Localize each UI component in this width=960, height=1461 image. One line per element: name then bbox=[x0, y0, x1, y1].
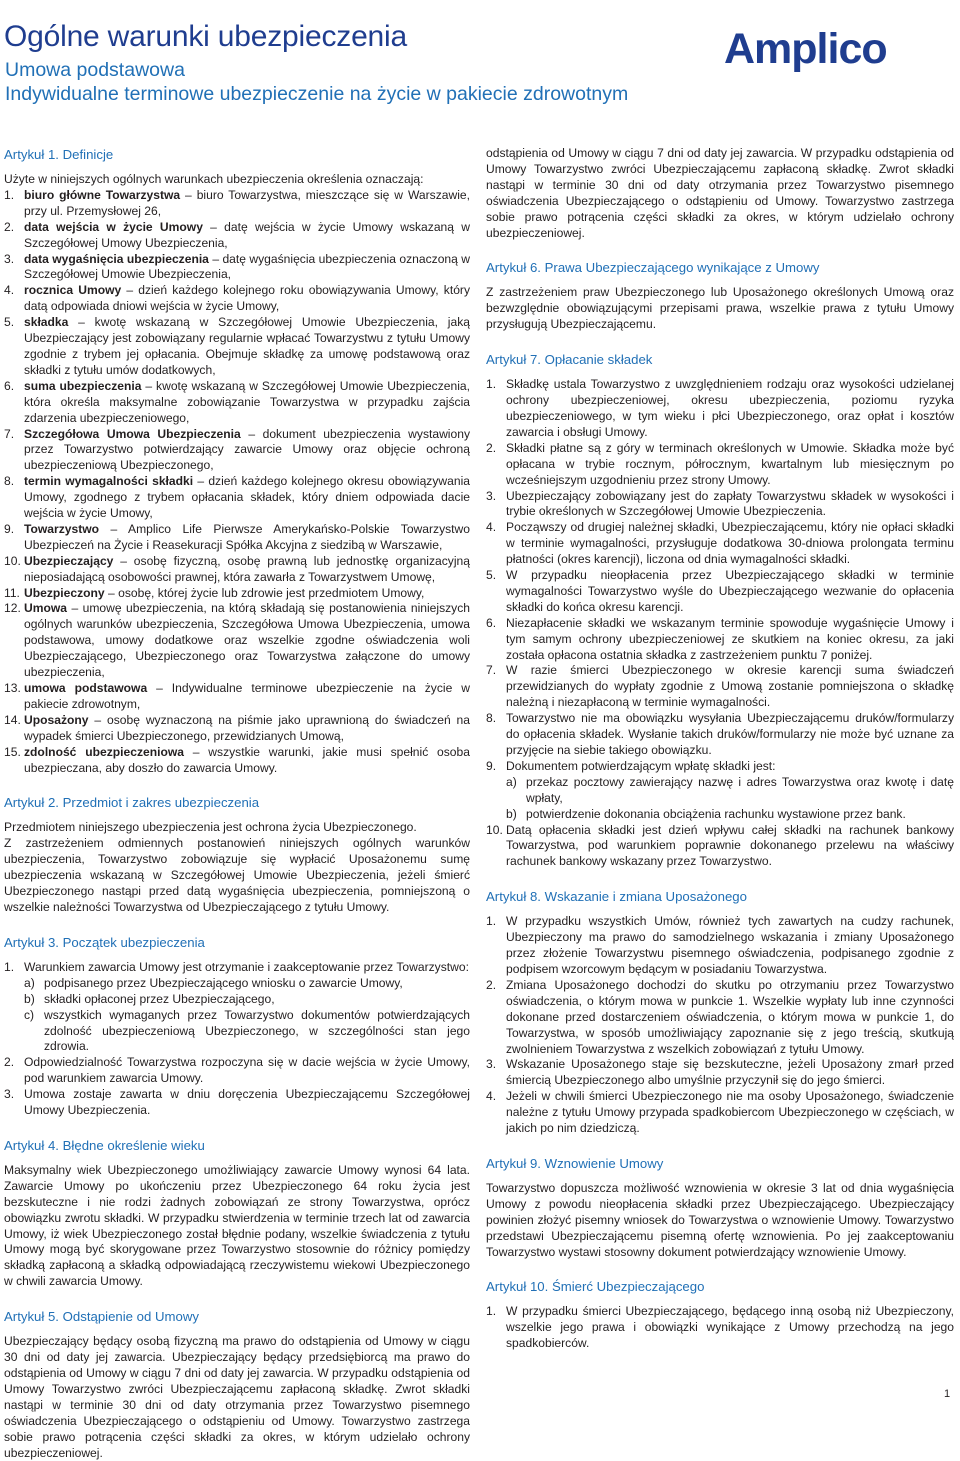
definition-text: suma ubezpieczenia – kwotę wskazaną w Szczegółowej Umowie Ubezpieczenia, która określa maksymalne zobowiązanie Towarzystwa w przypadku zajścia zdarzenia ubezpieczeniowego, bbox=[24, 378, 470, 425]
definition-text: Ubezpieczający – osobę fizyczną, osobę prawną lub jednostkę organizacyjną nieposiadającą osobowości prawnej, która zawarła z Towarzystwem Umowę, bbox=[24, 553, 470, 584]
list-item: 4. Począwszy od drugiej należnej składki, Ubezpieczającemu, który nie opłaci składki w terminie wymagalności, przysługuje dodatkowa 30-dniowa prolongata terminu płatności (okres karencji), liczona od dnia wymagalności składki. bbox=[486, 520, 954, 567]
definition-item bbox=[4, 713, 470, 745]
list-item: 6. Niezapłacenie składki we wskazanym terminie spowoduje wygaśnięcie Umowy i tym samym ochrony ubezpieczeniowej ze skutkiem na koniec okresu, za jaki została opłacona ostatnia składka z zastrzeżeniem punktu 7 poniżej. bbox=[486, 615, 954, 662]
definition-term: Towarzystwo bbox=[24, 521, 100, 536]
definition-term: rocznica Umowy bbox=[24, 283, 122, 298]
definition-item bbox=[4, 427, 470, 475]
definition-text: zdolność ubezpieczeniowa – wszystkie warunki, jakie musi spełnić osoba ubezpieczana, aby doszło do zawarcia Umowy. bbox=[24, 744, 470, 775]
definition-number: 14. bbox=[4, 712, 21, 727]
list-item: 5. W przypadku nieopłacenia przez Ubezpieczającego składki w terminie wymagalności Towarzystwo wyśle do Ubezpieczającego wezwanie do opłacenia składki do końca okresu karencji. bbox=[486, 568, 954, 614]
list-item: 2. Zmiana Uposażonego dochodzi do skutku po otrzymaniu przez Towarzystwo oświadczenia, o którym mowa w punkcie 1. Wszelkie wypłaty lub inne czynności dokonane przed dostarczeniem oświadczenia, o którym mowa w punkcie 1, do Towarzystwa, w sposób umożliwiający zapoznanie się z jego treścią, skutkują zwolnieniem Towarzystwa z wszelkich zobowiązań z tytułu Umowy. bbox=[486, 977, 954, 1056]
article-4-heading: Artykuł 4. Błędne określenie wieku bbox=[4, 1137, 205, 1153]
left-column bbox=[4, 146, 470, 1460]
definition-number: 5. bbox=[4, 315, 15, 330]
list-item: 3. Wskazanie Uposażonego staje się bezskuteczne, jeżeli Uposażony zmarł przed śmiercią Ubezpieczonego albo umyślnie przyczynił się do jego śmierci. bbox=[486, 1057, 954, 1088]
definition-number: 2. bbox=[4, 219, 15, 234]
document-product-name: Indywidualne terminowe ubezpieczenie na życie w pakiecie zdrowotnym bbox=[5, 83, 629, 105]
definition-text: Uposażony – osobę wyznaczoną na piśmie jako uprawnioną do świadczeń na wypadek śmierci Ubezpieczonego, przewidzianych Umową, bbox=[24, 712, 470, 743]
definition-term: Ubezpieczony bbox=[24, 585, 105, 600]
list-item: a) przekaz pocztowy zawierający nazwę i adres Towarzystwa oraz kwotę i datę wpłaty, b) potwierdzenie dokonania obciążenia rachunku wystawione przez bank. bbox=[506, 774, 954, 821]
premium-list bbox=[486, 377, 954, 775]
definition-text: data wygaśnięcia ubezpieczenia – datę wygaśnięcia ubezpieczenia oznaczoną w Szczegółowej Umowie Ubezpieczenia, bbox=[24, 251, 470, 282]
article-9-paragraph: Towarzystwo dopuszcza możliwość wznowienia w okresie 3 lat od dnia wygaśnięcia Umowy z powodu nieopłacenia składki przez Ubezpieczającego. Ubezpieczający powinien złożyć pisemny wniosek do Towarzystwa o wznowienie Umowy. Towarzystwo przedstawi Ubezpieczającemu pisemną ofertę wznowienia. Po jej zaakceptowaniu Towarzystwo wystawi stosowny dokument potwierdzający wznowienie Umowy. bbox=[486, 1180, 954, 1259]
article-9-heading: Artykuł 9. Wznowienie Umowy bbox=[486, 1155, 664, 1171]
definition-text: umowa podstawowa – Indywidualne terminowe ubezpieczenie na życie w pakiecie zdrowotnym, bbox=[24, 681, 470, 711]
list-item: 2. Odpowiedzialność Towarzystwa rozpoczyna się w dacie wejścia w życie Umowy, pod warunkiem zawarcia Umowy. bbox=[4, 1055, 470, 1086]
definition-item bbox=[4, 188, 470, 220]
definition-text: data wejścia w życie Umowy – datę wejścia w życie Umowy wskazaną w Szczegółowej Umowy Ubezpieczenia, bbox=[24, 219, 470, 250]
list-item: 8. Towarzystwo nie ma obowiązku wysyłania Ubezpieczającemu druków/formularzy do opłacenia składek. Wysłanie takich druków/formularzy nie może być uznane za przyjęcie na siebie takiego obowiązku. bbox=[486, 711, 954, 757]
definition-text: Ubezpieczony – osobę, której życie lub zdrowie jest przedmiotem Umowy, bbox=[24, 585, 425, 600]
definition-item bbox=[4, 586, 470, 602]
definition-term: Umowa bbox=[24, 601, 68, 616]
definition-text: rocznica Umowy – dzień każdego kolejnego roku obowiązywania Umowy, który datą odpowiada dniowi wejścia w życie Umowy, bbox=[24, 283, 470, 314]
beneficiary-list bbox=[486, 914, 954, 1137]
definition-term: składka bbox=[24, 315, 69, 330]
list-item: 2. Składki płatne są z góry w terminach określonych w Umowie. Składka może być opłacana w trybie rocznym, półrocznym, kwartalnym lub miesięcznym po wcześniejszym uzgodnieniu przez strony Umowy. bbox=[486, 440, 954, 487]
definition-number: 4. bbox=[4, 283, 15, 298]
definition-number: 10. bbox=[4, 553, 21, 568]
list-item: 3. Umowa zostaje zawarta w dniu doręczenia Ubezpieczającemu Szczegółowej Umowy Ubezpieczenia. bbox=[4, 1087, 470, 1118]
definition-term: data wejścia w życie Umowy bbox=[24, 219, 203, 234]
definition-number: 3. bbox=[4, 251, 15, 266]
definition-text: Szczegółowa Umowa Ubezpieczenia – dokument ubezpieczenia wystawiony przez Towarzystwo potwierdzający zawarcie Umowy oraz objęcie ochroną ubezpieczeniową Ubezpieczonego, bbox=[24, 426, 470, 473]
amplico-logo bbox=[724, 25, 956, 73]
definition-text: biuro główne Towarzystwa – biuro Towarzystwa, mieszczące się w Warszawie, przy ul. Przemysłowej 26, bbox=[24, 187, 470, 218]
list-item: 3. Ubezpieczający zobowiązany jest do zapłaty Towarzystwu składek w wysokości i trybie określonych w Szczegółowej Umowie Ubezpieczenia. bbox=[486, 488, 954, 519]
definition-item bbox=[4, 252, 470, 284]
article-5-heading: Artykuł 5. Odstąpienie od Umowy bbox=[4, 1309, 199, 1325]
article-3-heading: Artykuł 3. Początek ubezpieczenia bbox=[4, 934, 205, 950]
definition-term: Uposażony bbox=[24, 712, 89, 727]
definition-item bbox=[4, 601, 470, 681]
definition-number: 13. bbox=[4, 681, 21, 695]
list-item: 1. Składkę ustala Towarzystwo z uwzględnieniem rodzaju oraz wysokości udzielanej ochrony ubezpieczeniowej, okresu ubezpieczenia, poziomu ryzyka ubezpieczeniowego, w tym wieku i płci Ubezpieczonego, oraz opłat i kosztów zawarcia i obsługi Umowy. bbox=[486, 377, 954, 439]
right-column bbox=[486, 146, 954, 1352]
definition-text: Towarzystwo – Amplico Life Pierwsze Amerykańsko-Polskie Towarzystwo Ubezpieczeń na Życie i Reasekuracji Spółka Akcyjna z siedzibą w Warszawie, bbox=[24, 521, 470, 552]
definition-text: składka – kwotę wskazaną w Szczegółowej Umowie Ubezpieczenia, jaką Ubezpieczający jest zobowiązany regularnie wpłacać Towarzystwu z tytułu Umowy zgodnie z trybem jej opłacania. Obejmuje składkę za umowę podstawową oraz składki z tytułu umów dodatkowych, bbox=[24, 315, 470, 377]
definition-item bbox=[4, 681, 470, 713]
definition-number: 11. bbox=[4, 585, 20, 600]
article-5-paragraph-start: Ubezpieczający będący osobą fizyczną ma prawo do odstąpienia od Umowy w ciągu 30 dni od daty jej zawarcia. Ubezpieczający będący przedsiębiorcą ma prawo do odstąpienia od Umowy w ciągu 7 dni od daty jej zawarcia. W przypadku odstąpienia od Umowy Towarzystwo zwróci Ubezpieczającemu zapłaconą składkę. Zwrot składki nastąpi w terminie 30 dni od daty otrzymania przez Towarzystwo pisemnego oświadczenia Ubezpieczającego o odstąpieniu od Umowy. Towarzystwo zastrzega sobie prawo potrącenia części składki za okres, w którym udzielało ochrony ubezpieczeniowej. bbox=[4, 1334, 470, 1460]
list-item: 7. W razie śmierci Ubezpieczonego w okresie karencji suma świadczeń przewidzianych do wypłaty zgodnie z Umową zostanie pomniejszona o składkę należną i niezapłaconą w terminie wymagalności. bbox=[486, 663, 954, 710]
article-4-paragraph: Maksymalny wiek Ubezpieczonego umożliwiający zawarcie Umowy wynosi 64 lata. Zawarcie Umowy po ukończeniu przez Ubezpieczonego 64 roku życia jest bezskuteczne i nie rodzi żadnych zobowiązań ze strony Towarzystwa, oprócz obowiązku zwrotu składki. W przypadku stwierdzenia w terminie trzech lat od zawarcia Umowy, iż wiek Ubezpieczonego został błędnie podany, wszelkie świadczenia z tytułu Umowy mogą być skorygowane przez Towarzystwo stosownie do różnicy pomiędzy składką zapłaconą a składką odpowiadającą rzeczywistemu wiekowi Ubezpieczonego w chwili zawarcia Umowy. bbox=[4, 1162, 470, 1289]
definition-term: data wygaśnięcia ubezpieczenia bbox=[24, 251, 209, 266]
definition-item bbox=[4, 315, 470, 379]
article-1-intro: Użyte w niniejszych ogólnych warunkach ubezpieczenia określenia oznaczają: bbox=[4, 172, 424, 186]
page-number: 1 bbox=[944, 1388, 951, 1400]
article-2-paragraph-1: Przedmiotem niniejszego ubezpieczenia jest ochrona życia Ubezpieczonego. bbox=[4, 820, 417, 835]
article-6-paragraph: Z zastrzeżeniem praw Ubezpieczonego lub Uposażonego określonych Umową oraz bezwzględnie obowiązującymi przepisami prawa, wszelkie prawa z tytułu Umowy przysługują Ubezpieczającemu. bbox=[486, 285, 954, 332]
definition-term: biuro główne Towarzystwa bbox=[24, 187, 181, 202]
list-item: 1. W przypadku wszystkich Umów, również tych zawartych na cudzy rachunek, Ubezpieczony ma prawo do samodzielnego wskazania i zmiany Uposażonego przez złożenie Towarzystwu pisemnego oświadczenia, podpisanego zgodnie z podpisem wzorcowym będącym w posiadaniu Towarzystwa. bbox=[486, 914, 954, 976]
definition-term: umowa podstawowa bbox=[24, 681, 148, 695]
article-2-paragraph-2: Z zastrzeżeniem odmiennych postanowień niniejszych ogólnych warunków ubezpieczenia, Towarzystwo zobowiązuje się wypłacić Uposażonemu sumę ubezpieczenia wskazaną w Szczegółowej Umowie Ubezpieczenia, jeżeli śmierć Ubezpieczonego nastąpi przed datą wygaśnięcia ubezpieczenia, pomniejszoną o wszelkie należności Towarzystwa od Ubezpieczającego z tytułu Umowy. bbox=[4, 836, 470, 914]
definition-item bbox=[4, 745, 470, 777]
list-item: a) podpisanego przez Ubezpieczającego wniosku o zawarcie Umowy, b) składki opłaconej przez Ubezpieczającego, c) wszystkich wymaganych przez Towarzystwo dokumentów potwierdzających zdolność ubezpieczeniową Ubezpieczonego, w szczególności stan jego zdrowia. bbox=[24, 975, 470, 1054]
definition-term: Ubezpieczający bbox=[24, 553, 114, 568]
document-subtitle: Umowa podstawowa bbox=[5, 59, 185, 81]
list-item: 1. Warunkiem zawarcia Umowy jest otrzymanie i zaakceptowanie przez Towarzystwo: bbox=[4, 959, 469, 974]
definition-item bbox=[4, 554, 470, 586]
article-10-heading: Artykuł 10. Śmierć Ubezpieczającego bbox=[486, 1279, 705, 1295]
article-6-heading: Artykuł 6. Prawa Ubezpieczającego wynikające z Umowy bbox=[486, 260, 820, 276]
list-item: 10. Datą opłacenia składki jest dzień wpływu całej składki na rachunek bankowy Towarzystwa, pod warunkiem poprawnie dokonanego przelewu na właściwy rachunek bankowy wskazany przez Towarzystwo. bbox=[486, 822, 954, 869]
definition-item bbox=[4, 379, 470, 427]
definition-term: zdolność ubezpieczeniowa bbox=[24, 744, 184, 759]
definition-item bbox=[4, 283, 470, 315]
definition-number: 8. bbox=[4, 474, 15, 489]
definition-number: 9. bbox=[4, 521, 15, 536]
definition-item bbox=[4, 522, 470, 554]
definitions-list bbox=[4, 188, 470, 777]
list-item: 1. W przypadku śmierci Ubezpieczającego, będącego inną osobą niż Ubezpieczony, wszelkie jego prawa i obowiązki wynikające z Umowy przechodzą na jego spadkobierców. bbox=[486, 1304, 954, 1351]
definition-item bbox=[4, 474, 470, 522]
definition-number: 1. bbox=[4, 187, 15, 202]
list-item: 4. Jeżeli w chwili śmierci Ubezpieczonego nie ma osoby Uposażonego, świadczenie należne z tytułu Umowy przypada spadkobiercom Ubezpieczonego w częściach, w jakich po nim dziedziczą. bbox=[486, 1089, 954, 1136]
article-7-heading: Artykuł 7. Opłacanie składek bbox=[486, 352, 653, 368]
definition-number: 15. bbox=[4, 744, 21, 759]
article-2-heading: Artykuł 2. Przedmiot i zakres ubezpieczenia bbox=[4, 795, 260, 811]
article-1-heading: Artykuł 1. Definicje bbox=[4, 147, 114, 162]
definition-number: 6. bbox=[4, 378, 15, 393]
article-8-heading: Artykuł 8. Wskazanie i zmiana Uposażonego bbox=[486, 889, 747, 905]
list-item: 9. Dokumentem potwierdzającym wpłatę składki jest: bbox=[486, 758, 776, 773]
definition-term: Szczegółowa Umowa Ubezpieczenia bbox=[24, 426, 241, 441]
definition-text: Umowa – umowę ubezpieczenia, na którą składają się postanowienia niniejszych ogólnych warunków ubezpieczenia, Szczegółowa Umowa Ubezpieczenia, umowa podstawowa, umowy dodatkowe oraz wszelkie zgodne oświadczenia woli Ubezpieczającego, Ubezpieczonego oraz Towarzystwa załączone do umowy ubezpieczenia, bbox=[24, 601, 470, 680]
definition-number: 7. bbox=[4, 426, 15, 441]
article-5-paragraph-cont: odstąpienia od Umowy w ciągu 7 dni od daty jej zawarcia. W przypadku odstąpienia od Umowy Towarzystwo zwróci Ubezpieczającemu zapłaconą składkę. Zwrot składki nastąpi w terminie 30 dni od daty otrzymania przez Towarzystwo pisemnego oświadczenia Ubezpieczającego o odstąpieniu od Umowy. Towarzystwo zastrzega sobie prawo potrącenia części składki za okres, w którym udzielało ochrony ubezpieczeniowej. bbox=[486, 146, 954, 240]
definition-term: suma ubezpieczenia bbox=[24, 378, 142, 393]
definition-number: 12. bbox=[4, 601, 21, 616]
definition-term: termin wymagalności składki bbox=[24, 474, 194, 489]
document-title: Ogólne warunki ubezpieczenia bbox=[4, 20, 407, 53]
amplico-logo-text: Amplico bbox=[724, 25, 887, 73]
definition-item bbox=[4, 220, 470, 252]
definition-text: termin wymagalności składki – dzień każdego kolejnego okresu obowiązywania Umowy, zgodnego z trybem opłacania składek, który dniem odpowiada dacie wejścia w życie Umowy, bbox=[24, 474, 470, 521]
